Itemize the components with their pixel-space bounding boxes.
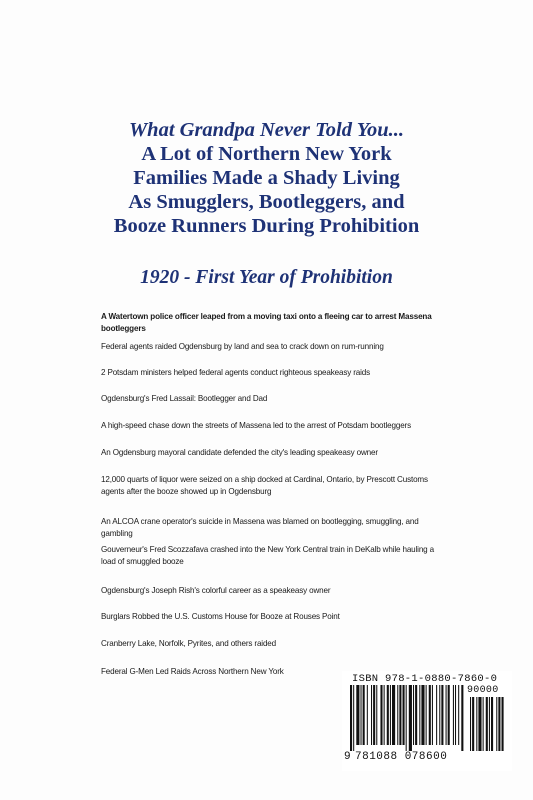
barcode-bar — [446, 685, 447, 745]
barcode-bar — [399, 685, 401, 745]
heading-line-4: As Smugglers, Bootleggers, and — [128, 191, 405, 213]
heading-line-2: A Lot of Northern New York — [141, 143, 392, 165]
barcode-digits: 781088 078600 — [355, 751, 448, 763]
list-item: Ogdensburg's Fred Lassail: Bootlegger and Dad — [101, 394, 268, 403]
barcode-addon-bar — [486, 697, 488, 751]
barcode-bar — [455, 685, 456, 745]
list-item: 2 Potsdam ministers helped federal agents conduct righteous speakeasy raids — [101, 368, 371, 377]
barcode-bar — [453, 685, 454, 745]
barcode-addon-bar — [478, 697, 481, 751]
barcode-bar — [380, 685, 382, 745]
barcode-bar — [363, 685, 365, 745]
barcode-bar — [373, 685, 375, 745]
list-item: 12,000 quarts of liquor were seized on a ship docked at Cardinal, Ontario, by Prescott Customs agents after the booze showed up in Ogdensburg — [101, 475, 428, 496]
barcode-addon-bar — [483, 697, 484, 751]
barcode-bar — [413, 685, 414, 745]
barcode-bar — [397, 685, 398, 745]
barcode-bar — [429, 685, 431, 745]
barcode-bar — [415, 685, 417, 745]
list-item: An ALCOA crane operator's suicide in Massena was blamed on bootlegging, smuggling, and gambling — [101, 517, 419, 538]
barcode-bar — [439, 685, 440, 745]
cover-heading — [0, 118, 533, 238]
barcode-addon-bar — [502, 697, 504, 751]
heading-line-3: Families Made a Shady Living — [133, 167, 400, 189]
barcode-bar — [448, 685, 450, 745]
barcode-bar — [441, 685, 443, 745]
list-item: Cranberry Lake, Norfolk, Pyrites, and others raided — [101, 639, 276, 648]
barcode-bar — [353, 685, 354, 751]
barcode-bar — [367, 685, 368, 745]
list-item: Burglars Robbed the U.S. Customs House for Booze at Rouses Point — [101, 612, 340, 621]
barcode-addon-bar — [472, 697, 474, 751]
isbn-label: ISBN 978-1-0880-7860-0 — [352, 673, 498, 685]
barcode-bar — [436, 685, 437, 745]
list-item: Federal agents raided Ogdensburg by land and sea to crack down on rum-running — [101, 342, 384, 351]
barcode-bar — [392, 685, 395, 745]
barcode-bar — [461, 685, 463, 751]
barcode-bar — [421, 685, 424, 745]
barcode-addon-bar — [496, 697, 497, 751]
barcode-addon-bar — [476, 697, 477, 751]
heading-line-5: Booze Runners During Prohibition — [113, 215, 420, 237]
barcode-bar — [361, 685, 362, 745]
barcode-graphic — [350, 685, 510, 751]
barcode-addon-digits: 90000 — [467, 685, 499, 696]
barcode-bar — [376, 685, 377, 745]
barcode-addon-bar — [470, 697, 471, 751]
barcode-bar — [419, 685, 420, 745]
barcode-addon-bar — [489, 697, 490, 751]
list-item: An Ogdensburg mayoral candidate defended the city's leading speakeasy owner — [101, 448, 378, 457]
barcode-bar — [406, 685, 407, 751]
barcode-bar — [409, 685, 412, 751]
barcode-bar — [458, 685, 459, 745]
barcode-bar — [371, 685, 372, 745]
barcode-leading-digit: 9 — [344, 751, 351, 763]
list-item: Ogdensburg's Joseph Rish's colorful career as a speakeasy owner — [101, 586, 331, 595]
barcode-bar — [403, 685, 405, 745]
heading-line-1: What Grandpa Never Told You... — [128, 119, 405, 141]
list-item: A Watertown police officer leaped from a moving taxi onto a fleeing car to arrest Massena bootleggers — [101, 312, 432, 333]
barcode-bar — [432, 685, 433, 745]
list-item: Federal G-Men Led Raids Across Northern New York — [101, 667, 284, 676]
barcode-bar — [390, 685, 391, 745]
list-item: Gouverneur's Fred Scozzafava crashed into the New York Central train in DeKalb while hauling a load of smuggled booze — [101, 545, 434, 566]
barcode-bar — [384, 685, 385, 745]
barcode-addon-bar — [498, 697, 500, 751]
list-item: A high-speed chase down the streets of Massena led to the arrest of Potsdam bootleggers — [101, 421, 411, 430]
barcode-bar — [426, 685, 427, 745]
subheading: 1920 - First Year of Prohibition — [140, 267, 393, 288]
barcode-addon-bar — [491, 697, 493, 751]
barcode-bar — [387, 685, 389, 745]
barcode-bar — [350, 685, 352, 751]
barcode-bar — [356, 685, 359, 745]
